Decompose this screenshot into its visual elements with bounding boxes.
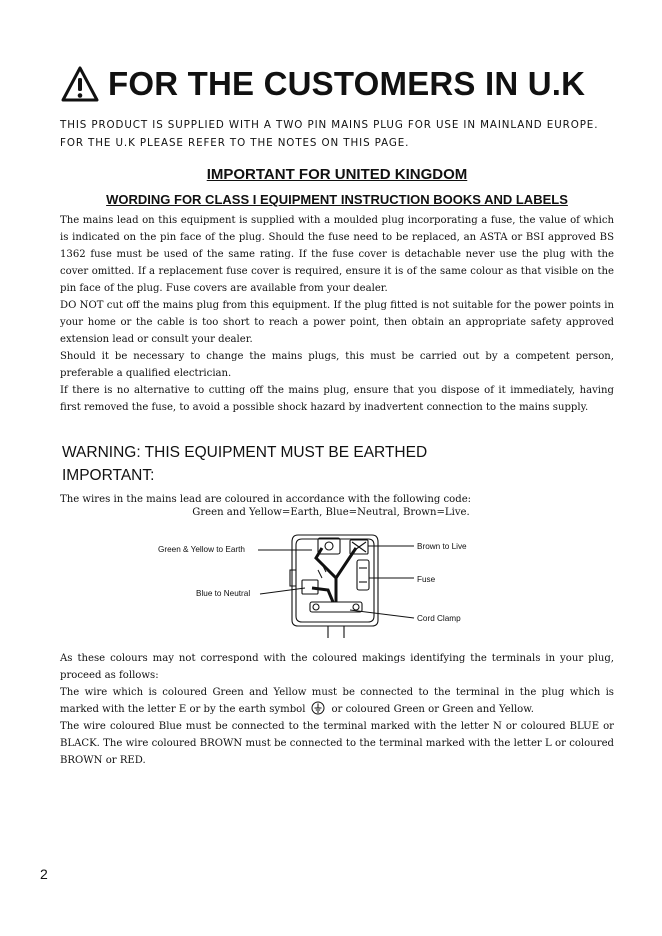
warning-triangle-icon — [60, 65, 100, 103]
wires-intro: The wires in the mains lead are coloured in accordance with the following code: — [60, 494, 472, 505]
heading-wording: WORDING FOR CLASS I EQUIPMENT INSTRUCTION BOOKS AND LABELS — [106, 192, 568, 207]
label-fuse: Fuse — [417, 575, 436, 584]
page-number: 2 — [40, 866, 48, 882]
paragraph-fuse: The mains lead on this equipment is supplied with a moulded plug incorporating a fuse, the value of which is indicated on the pin face of the plug. Should the fuse need to be replaced, an ASTA or BSI approved BS 1362 fuse must be used of the same rating. If the fuse cover is detachable never use the plug with the cover omitted. If a replacement fuse cover is required, ensure it is of the same colour as that visible on the pin face of the plug. Fuse covers are available from your dealer. — [60, 215, 614, 294]
heading-important-uk: IMPORTANT FOR UNITED KINGDOM — [206, 166, 468, 183]
label-cord-clamp: Cord Clamp — [417, 614, 461, 623]
paragraph-dispose: If there is no alternative to cutting off the mains plug, ensure that you dispose of it immediately, having first removed the fuse, to avoid a possible shock hazard by inadvertent connection to the mains supply. — [60, 385, 614, 413]
earth-wire-text: The wire which is coloured Green and Yellow must be connected to the terminal in the plug which is marked with the letter E or by the earth symbol — [60, 687, 614, 715]
intro-line-1: THIS PRODUCT IS SUPPLIED WITH A TWO PIN MAINS PLUG FOR USE IN MAINLAND EUROPE. — [60, 119, 599, 131]
label-neutral: Blue to Neutral — [196, 589, 251, 598]
label-earth: Green & Yellow to Earth — [158, 545, 245, 554]
paragraph-blue-brown: The wire coloured Blue must be connected to the terminal marked with the letter N or coloured BLUE or BLACK. The wire coloured BROWN must be connected to the terminal marked with the letter L or coloured BROWN or RED. — [60, 721, 614, 766]
earth-wire-text-end: or coloured Green or Green and Yellow. — [331, 704, 534, 715]
page-title: FOR THE CUSTOMERS IN U.K — [108, 65, 586, 102]
important-heading: IMPORTANT: — [62, 467, 155, 484]
paragraph-competent-person: Should it be necessary to change the mains plugs, this must be carried out by a competent person, preferable a qualified electrician. — [60, 351, 614, 379]
warning-earthed-heading: WARNING: THIS EQUIPMENT MUST BE EARTHED — [62, 444, 428, 461]
paragraph-do-not-cut: DO NOT cut off the mains plug from this equipment. If the plug fitted is not suitable for the power points in your home or the cable is too short to reach a power point, then obtain an appropriate safety approved extension lead or consult your dealer. — [60, 300, 614, 345]
plug-wiring-diagram — [150, 530, 480, 640]
wires-code: Green and Yellow=Earth, Blue=Neutral, Brown=Live. — [192, 507, 470, 518]
paragraph-colours: As these colours may not correspond with the coloured makings identifying the terminals in your plug, proceed as follows: — [60, 653, 614, 681]
earth-symbol-icon — [311, 701, 325, 715]
paragraph-earth-wire — [60, 684, 614, 718]
instructions-body — [60, 212, 614, 416]
wiring-instructions — [60, 650, 614, 769]
intro-notice — [60, 116, 620, 152]
intro-line-2: FOR THE U.K PLEASE REFER TO THE NOTES ON THIS PAGE. — [60, 137, 410, 149]
page-title-row — [60, 62, 620, 106]
plug-illustration — [150, 530, 480, 640]
label-live: Brown to Live — [417, 542, 467, 551]
